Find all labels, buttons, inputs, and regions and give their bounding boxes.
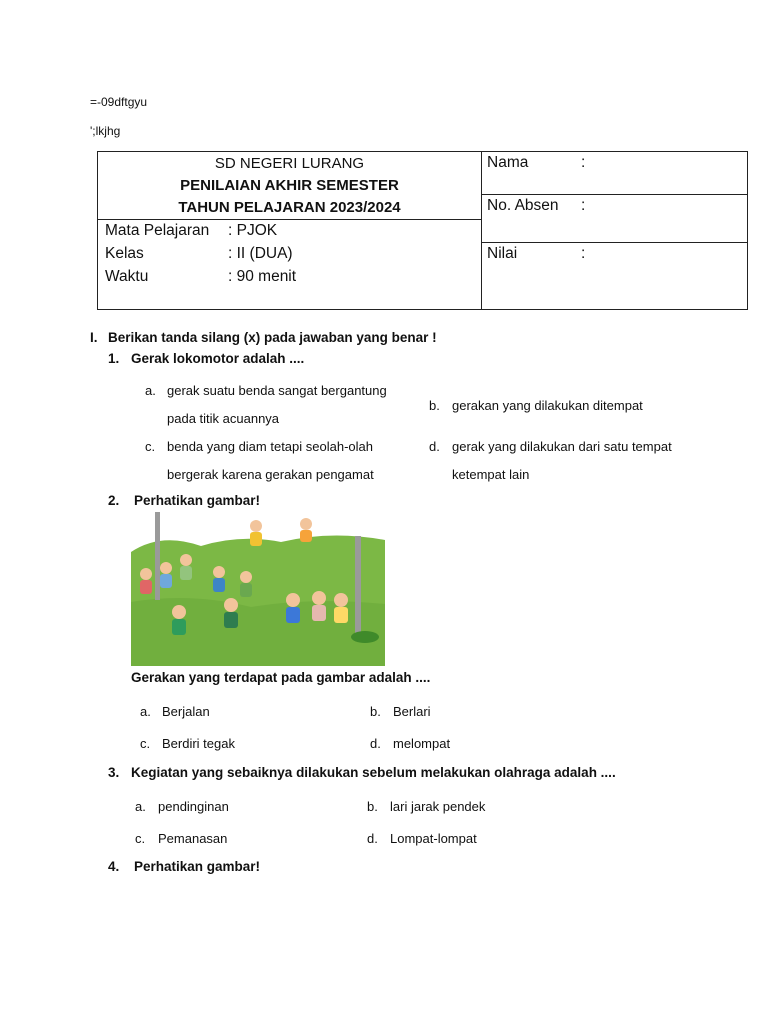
q2-option-b-text[interactable]: Berlari [393, 704, 431, 719]
children-playing-tag-illustration [131, 512, 385, 666]
class-label: Kelas [105, 245, 144, 262]
class-value: : II (DUA) [228, 245, 293, 262]
stray-text-2: ';lkjhg [90, 124, 121, 138]
subject-value: : PJOK [228, 222, 278, 239]
q2-option-c-letter[interactable]: c. [140, 736, 151, 751]
q2-option-c-text[interactable]: Berdiri tegak [162, 736, 235, 751]
q3-option-d-text[interactable]: Lompat-lompat [390, 831, 477, 846]
q2-option-a-text[interactable]: Berjalan [162, 704, 210, 719]
q1-option-c-text[interactable]: benda yang diam tetapi seolah-olah [167, 439, 373, 454]
score-label: Nilai [487, 245, 518, 262]
q3-option-b-letter[interactable]: b. [367, 799, 378, 814]
q1-option-a-letter[interactable]: a. [145, 383, 156, 398]
q3-option-c-text[interactable]: Pemanasan [158, 831, 228, 846]
subject-label: Mata Pelajaran [105, 222, 210, 239]
school-name: SD NEGERI LURANG [214, 155, 365, 172]
name-field[interactable] [481, 152, 747, 195]
q1-option-c-letter[interactable]: c. [145, 439, 156, 454]
name-label: Nama [487, 154, 529, 171]
score-colon: : [581, 245, 586, 262]
exam-info-column [98, 152, 482, 309]
time-label: Waktu [105, 268, 149, 285]
exam-header-table [97, 151, 748, 310]
q2-option-d-letter[interactable]: d. [370, 736, 381, 751]
q4-number: 4. [108, 859, 120, 874]
section-number: I. [90, 330, 98, 345]
q3-option-b-text[interactable]: lari jarak pendek [390, 799, 486, 814]
section-instruction: Berikan tanda silang (x) pada jawaban yang benar ! [108, 330, 437, 345]
q3-option-a-text[interactable]: pendinginan [158, 799, 229, 814]
q3-option-c-letter[interactable]: c. [135, 831, 146, 846]
q1-option-a-text-2[interactable]: pada titik acuannya [167, 411, 280, 426]
q1-text: Gerak lokomotor adalah .... [131, 351, 305, 366]
q1-number: 1. [108, 351, 120, 366]
q2-option-b-letter[interactable]: b. [370, 704, 381, 719]
name-colon: : [581, 154, 586, 171]
q2-option-a-letter[interactable]: a. [140, 704, 151, 719]
q1-option-b-letter[interactable]: b. [429, 398, 440, 413]
q1-option-d-letter[interactable]: d. [429, 439, 440, 454]
absen-field[interactable] [481, 195, 747, 243]
q2-subtext: Gerakan yang terdapat pada gambar adalah .... [131, 670, 431, 685]
q1-option-a-text[interactable]: gerak suatu benda sangat bergantung [167, 383, 387, 398]
q1-option-d-text-2[interactable]: ketempat lain [452, 467, 530, 482]
q2-number: 2. [108, 493, 120, 508]
q1-option-c-text-2[interactable]: bergerak karena gerakan pengamat [167, 467, 374, 482]
absen-label: No. Absen [487, 197, 559, 214]
student-info-column [481, 152, 747, 309]
absen-colon: : [581, 197, 586, 214]
score-field[interactable] [481, 243, 747, 309]
q2-option-d-text[interactable]: melompat [393, 736, 451, 751]
school-title-block [98, 152, 481, 220]
q1-option-b-text[interactable]: gerakan yang dilakukan ditempat [452, 398, 643, 413]
time-value: : 90 menit [228, 268, 297, 285]
q3-option-a-letter[interactable]: a. [135, 799, 146, 814]
academic-year: TAHUN PELAJARAN 2023/2024 [178, 199, 401, 216]
q2-text: Perhatikan gambar! [134, 493, 261, 508]
exam-title: PENILAIAN AKHIR SEMESTER [180, 177, 399, 194]
q4-text: Perhatikan gambar! [134, 859, 261, 874]
q3-text: Kegiatan yang sebaiknya dilakukan sebelum melakukan olahraga adalah .... [131, 765, 616, 780]
q1-option-d-text[interactable]: gerak yang dilakukan dari satu tempat [452, 439, 672, 454]
q3-option-d-letter[interactable]: d. [367, 831, 378, 846]
q3-number: 3. [108, 765, 120, 780]
stray-text-1: =-09dftgyu [90, 95, 148, 109]
